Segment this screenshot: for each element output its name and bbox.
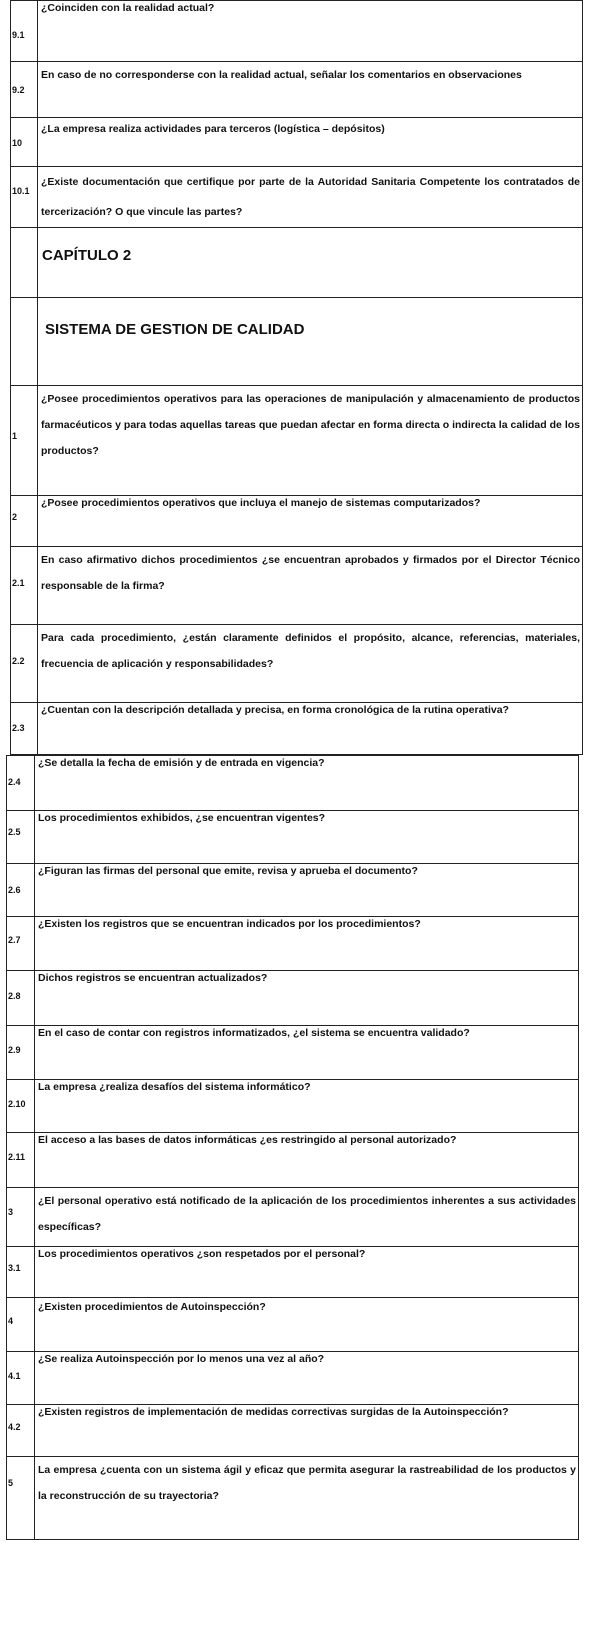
table-row [7,1298,579,1352]
item-number [11,228,38,298]
chapter-heading: CAPÍTULO 2 [38,228,583,298]
item-number: 2.9 [7,1026,35,1080]
table-row [11,625,583,703]
question-text: ¿El personal operativo está notificado de la aplicación de los procedimientos inherentes a sus actividades específicas? [35,1188,579,1247]
table-row [11,167,583,228]
table-row [11,298,583,386]
question-text: ¿Existe documentación que certifique por parte de la Autoridad Sanitaria Competente los contratados de tercerización? O que vincule las partes? [38,167,583,228]
item-number: 4.1 [7,1352,35,1405]
item-number: 10.1 [11,167,38,228]
item-number: 4.2 [7,1405,35,1457]
table-row [7,1026,579,1080]
checklist-table-2 [6,755,579,1540]
table-row [7,864,579,917]
question-text: En caso de no corresponderse con la realidad actual, señalar los comentarios en observaciones [38,62,583,118]
item-number: 9.2 [11,62,38,118]
table-row [7,1188,579,1247]
question-text: Los procedimientos exhibidos, ¿se encuentran vigentes? [35,811,579,864]
item-number: 9.1 [11,1,38,62]
item-number: 2 [11,496,38,547]
table-row [11,496,583,547]
table-row [11,228,583,298]
question-text: ¿Se realiza Autoinspección por lo menos una vez al año? [35,1352,579,1405]
table-row [7,1352,579,1405]
question-text: ¿Posee procedimientos operativos que incluya el manejo de sistemas computarizados? [38,496,583,547]
checklist-table-1 [10,0,583,755]
question-text: ¿Posee procedimientos operativos para las operaciones de manipulación y almacenamiento de productos farmacéuticos y para todas aquellas tareas que puedan afectar en forma directa o indirecta la calidad de los productos? [38,386,583,496]
item-number: 2.3 [11,703,38,755]
table-row [11,547,583,625]
question-text: Para cada procedimiento, ¿están claramente definidos el propósito, alcance, referencias, materiales, frecuencia de aplicación y responsabilidades? [38,625,583,703]
item-number: 2.8 [7,971,35,1026]
table-row [11,62,583,118]
item-number: 10 [11,118,38,167]
item-number: 3 [7,1188,35,1247]
item-number: 5 [7,1457,35,1540]
question-text: La empresa ¿realiza desafíos del sistema informático? [35,1080,579,1133]
table-row [7,1133,579,1188]
item-number: 2.6 [7,864,35,917]
question-text: Dichos registros se encuentran actualizados? [35,971,579,1026]
table-row [7,1080,579,1133]
item-number: 3.1 [7,1247,35,1298]
question-text: ¿Coinciden con la realidad actual? [38,1,583,62]
item-number: 2.5 [7,811,35,864]
table-row [11,703,583,755]
section-heading: SISTEMA DE GESTION DE CALIDAD [38,298,583,386]
question-text: ¿Existen procedimientos de Autoinspección? [35,1298,579,1352]
table-row [7,917,579,971]
item-number: 2.10 [7,1080,35,1133]
table-row [11,1,583,62]
table-row [7,811,579,864]
question-text: ¿Existen los registros que se encuentran indicados por los procedimientos? [35,917,579,971]
question-text: Los procedimientos operativos ¿son respetados por el personal? [35,1247,579,1298]
table-row [7,1247,579,1298]
item-number [11,298,38,386]
question-text: ¿Existen registros de implementación de medidas correctivas surgidas de la Autoinspección? [35,1405,579,1457]
item-number: 1 [11,386,38,496]
question-text: ¿Se detalla la fecha de emisión y de entrada en vigencia? [35,756,579,811]
table-row [7,971,579,1026]
question-text: ¿La empresa realiza actividades para terceros (logística – depósitos) [38,118,583,167]
question-text: El acceso a las bases de datos informáticas ¿es restringido al personal autorizado? [35,1133,579,1188]
item-number: 2.1 [11,547,38,625]
table-row [7,1457,579,1540]
question-text: En el caso de contar con registros informatizados, ¿el sistema se encuentra validado? [35,1026,579,1080]
table-row [7,756,579,811]
table-row [11,118,583,167]
item-number: 2.4 [7,756,35,811]
item-number: 4 [7,1298,35,1352]
item-number: 2.7 [7,917,35,971]
item-number: 2.2 [11,625,38,703]
table-row [7,1405,579,1457]
table-row [11,386,583,496]
question-text: La empresa ¿cuenta con un sistema ágil y eficaz que permita asegurar la rastreabilidad de los productos y la reconstrucción de su trayectoria? [35,1457,579,1540]
question-text: En caso afirmativo dichos procedimientos ¿se encuentran aprobados y firmados por el Director Técnico responsable de la firma? [38,547,583,625]
question-text: ¿Cuentan con la descripción detallada y precisa, en forma cronológica de la rutina operativa? [38,703,583,755]
question-text: ¿Figuran las firmas del personal que emite, revisa y aprueba el documento? [35,864,579,917]
item-number: 2.11 [7,1133,35,1188]
